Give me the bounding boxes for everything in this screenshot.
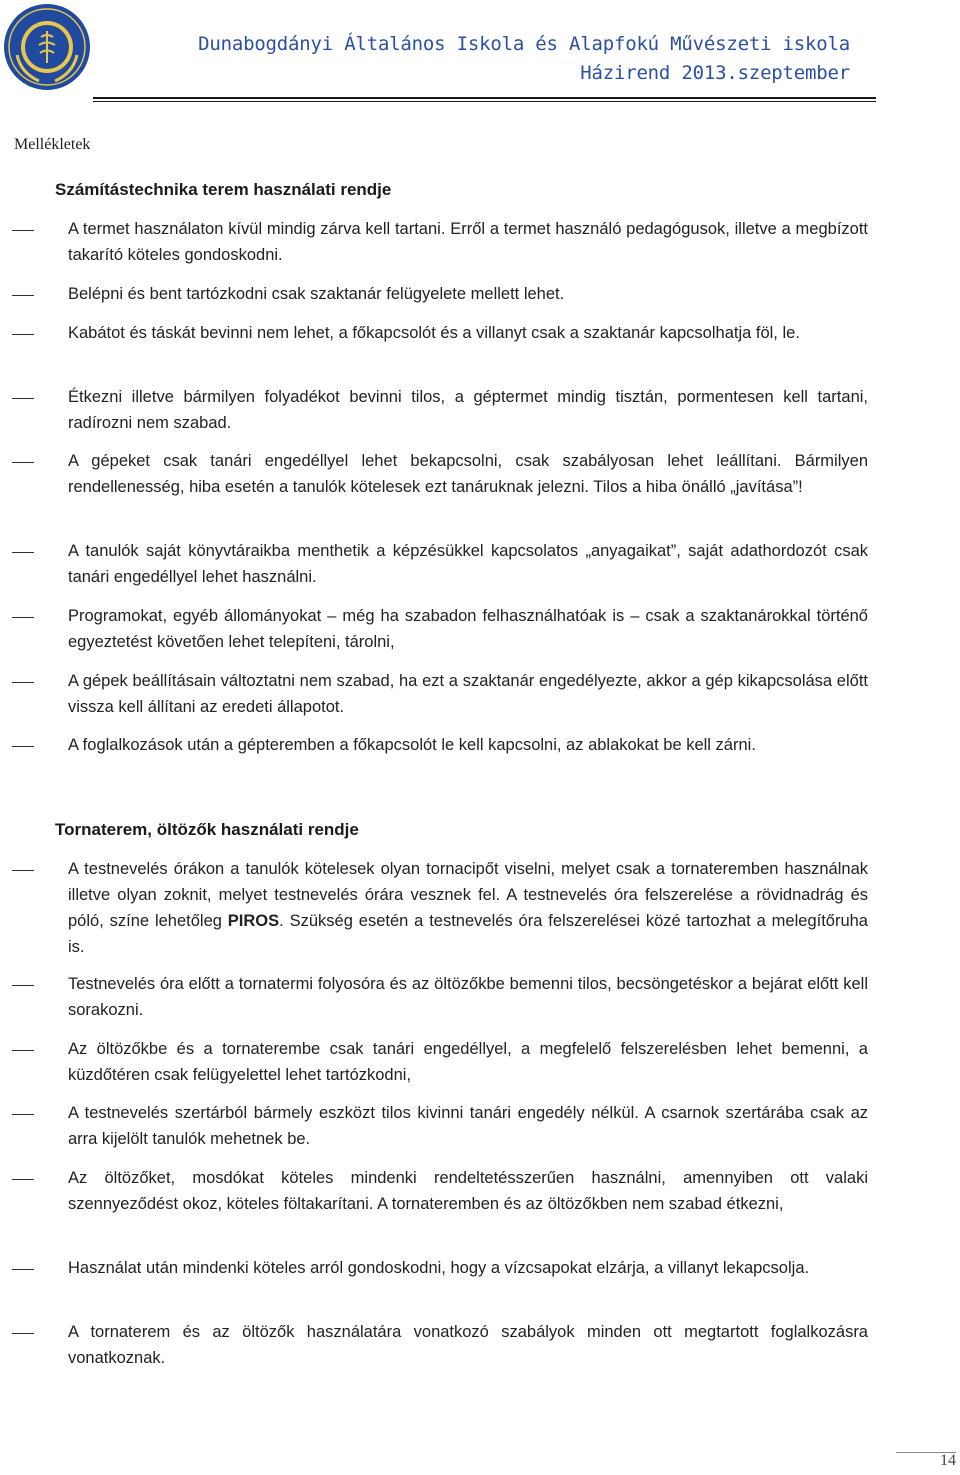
- list-item-text: Kabátot és táskát bevinni nem lehet, a főkapcsolót és a villanyt csak a szaktanár kapcsolhatja föl, le.: [68, 324, 800, 342]
- dash-bullet: [12, 985, 34, 986]
- list-item-text: Testnevelés óra előtt a tornatermi folyosóra és az öltözőkbe bemenni tilos, becsöngetéskor a bejárat előtt kell sorakozni.: [68, 975, 868, 1019]
- dash-bullet: [12, 617, 34, 618]
- dash-bullet: [12, 230, 34, 231]
- dash-bullet: [12, 334, 34, 335]
- dash-bullet: [12, 682, 34, 683]
- dash-bullet: [12, 1179, 34, 1180]
- color-emphasis: PIROS: [227, 912, 280, 930]
- dash-bullet: [12, 1050, 34, 1051]
- dash-bullet: [12, 1114, 34, 1115]
- list-item-text: A tanulók saját könyvtáraikba menthetik a képzésükkel kapcsolatos „anyagaikat”, saját adathordozót csak tanári engedéllyel lehet használni.: [68, 542, 868, 586]
- list-item-text: Programokat, egyéb állományokat – még ha szabadon felhasználhatóak is – csak a szaktanárokkal történő egyeztetést követően lehet telepíteni, tárolni,: [68, 607, 868, 651]
- header-rule: [93, 97, 876, 99]
- dash-bullet: [12, 462, 34, 463]
- dash-bullet: [12, 398, 34, 399]
- dash-bullet: [12, 870, 34, 871]
- school-seal-logo: [3, 3, 91, 91]
- list-item-text: Belépni és bent tartózkodni csak szaktanár felügyelete mellett lehet.: [68, 285, 565, 303]
- list-item-text: A gépeket csak tanári engedéllyel lehet bekapcsolni, csak szabályosan lehet leállítani. Bármilyen rendellenesség, hiba esetén a tanulók kötelesek ezt tanáruknak jelezni. Tilos a hiba önálló „javítása”!: [68, 452, 868, 496]
- dash-bullet: [12, 552, 34, 553]
- dash-bullet: [12, 746, 34, 747]
- list-item-text: A foglalkozások után a gépteremben a főkapcsolót le kell kapcsolni, az ablakokat be kell zárni.: [68, 736, 756, 754]
- list-item-text: Étkezni illetve bármilyen folyadékot bevinni tilos, a géptermet mindig tisztán, pormentesen kell tartani, radírozni nem szabad.: [68, 388, 868, 432]
- appendix-label: Mellékletek: [14, 136, 91, 153]
- list-item-text: A tornaterem és az öltözők használatára vonatkozó szabályok minden ott megtartott foglalkozásra vonatkoznak.: [68, 1323, 868, 1367]
- list-item-text: A gépek beállításain változtatni nem szabad, ha ezt a szaktanár engedélyezte, akkor a gép kikapcsolása előtt vissza kell állítani az eredeti állapotot.: [68, 672, 868, 716]
- section-title-computer-room: Számítástechnika terem használati rendje: [55, 180, 392, 199]
- dash-bullet: [12, 1269, 34, 1270]
- header-rule-thin: [93, 101, 876, 102]
- list-item-text-part: A testnevelés órákon a tanulók kötelesek olyan tornacipőt viselni, melyet csak a tornateremben használnak illetve olyan zoknit, melyet testnevelés órára vesznek fel. A testnevelés óra felszerelése a rövidnadrág és póló, színe lehetőleg: [68, 860, 868, 930]
- list-item-text: Az öltözőket, mosdókat köteles mindenki rendeltetésszerűen használni, amennyiben ott valaki szennyeződést okoz, köteles föltakarítani. A tornateremben és az öltözőkben nem szabad étkezni,: [68, 1169, 868, 1213]
- dash-bullet: [12, 295, 34, 296]
- list-item-text: A termet használaton kívül mindig zárva kell tartani. Erről a termet használó pedagógusok, illetve a megbízott takarító köteles gondoskodni.: [68, 220, 868, 264]
- header-title: [150, 30, 850, 88]
- section-title-gym: Tornaterem, öltözők használati rendje: [55, 820, 359, 839]
- list-item-text: [68, 856, 868, 960]
- list-item-text: Az öltözőkbe és a tornaterembe csak tanári engedéllyel, a megfelelő felszerelésben lehet bemenni, a küzdőtéren csak felügyelettel lehet tartózkodni,: [68, 1040, 868, 1084]
- list-item-text: A testnevelés szertárból bármely eszközt tilos kivinni tanári engedély nélkül. A csarnok szertárába csak az arra kijelölt tanulók mehetnek be.: [68, 1104, 868, 1148]
- list-item-text: Használat után mindenki köteles arról gondoskodni, hogy a vízcsapokat elzárja, a villanyt lekapcsolja.: [68, 1259, 810, 1277]
- dash-bullet: [12, 1333, 34, 1334]
- document-title: Házirend 2013.szeptember: [580, 62, 850, 84]
- list-item-text-part: . Szükség esetén a testnevelés óra felszerelései közé tartozhat a melegítőruha is.: [68, 912, 868, 956]
- page-number: 14: [940, 1452, 956, 1469]
- school-name: Dunabogdányi Általános Iskola és Alapfokú Művészeti iskola: [198, 33, 850, 55]
